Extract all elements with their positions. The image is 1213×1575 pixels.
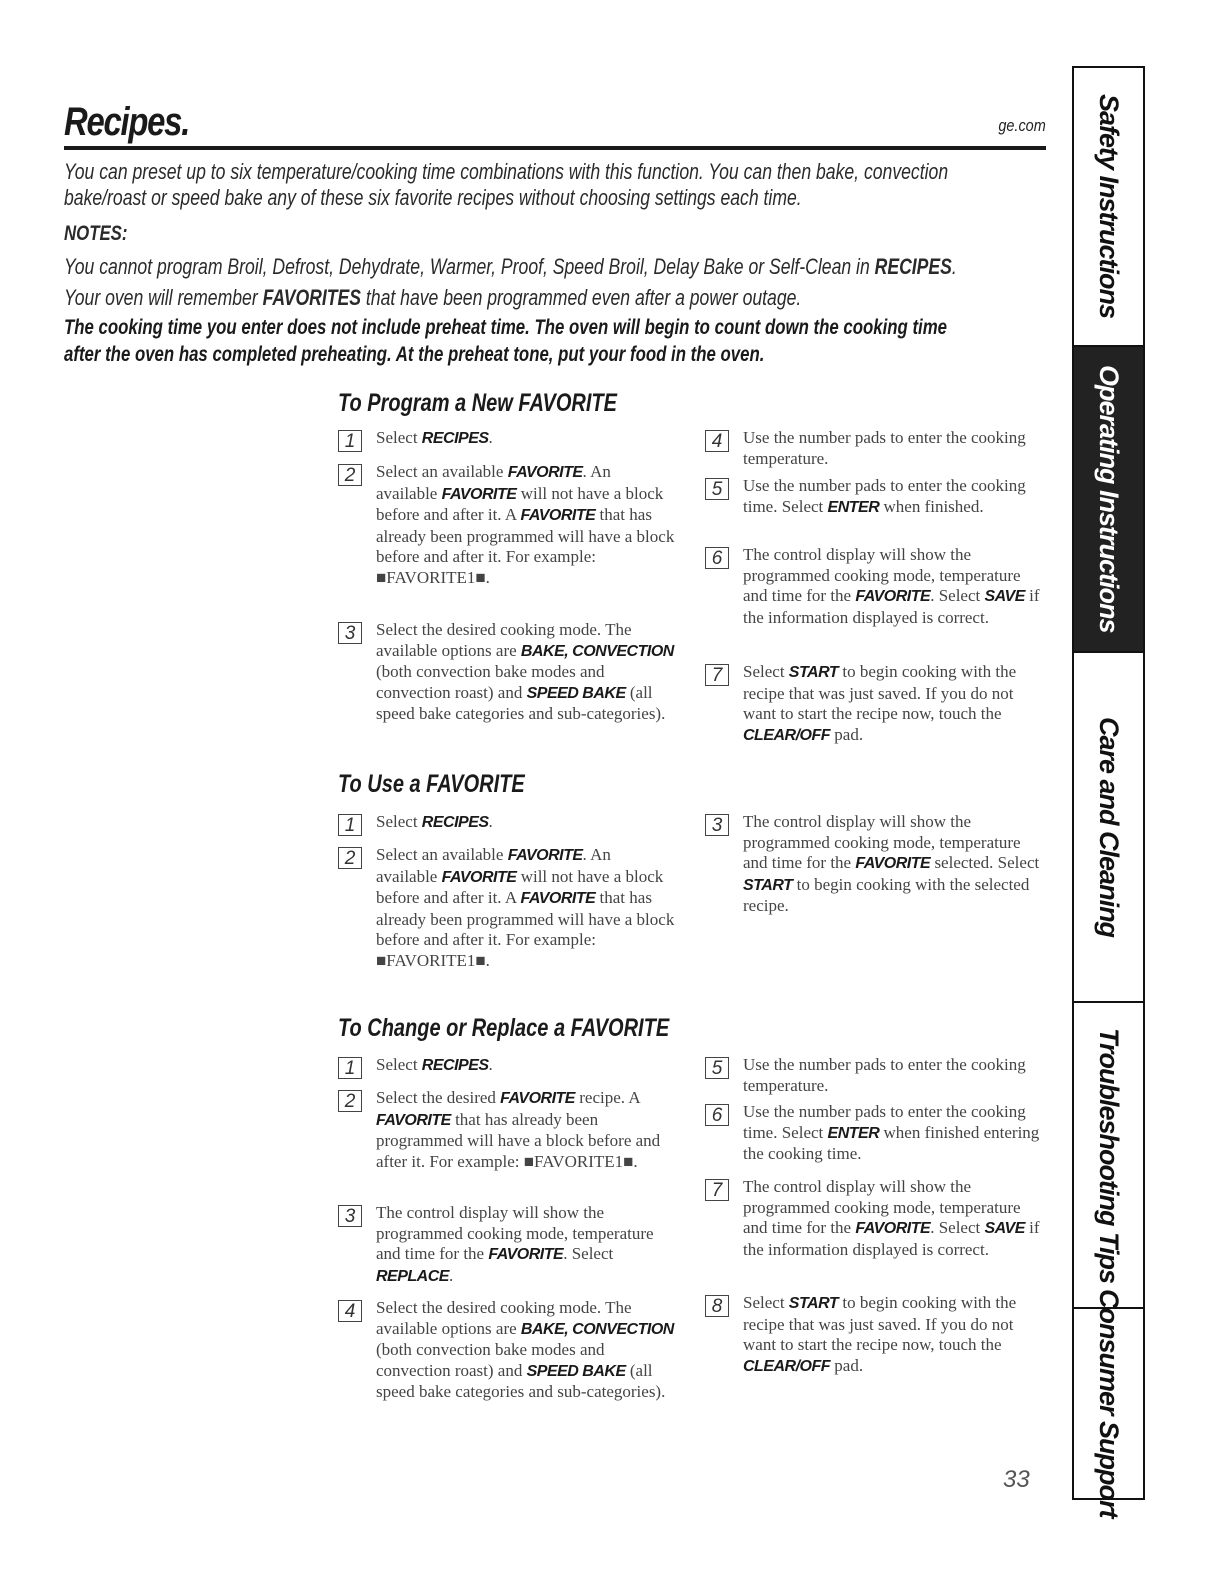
step-number: 3	[338, 1205, 362, 1227]
step-text: The control display will show the programmed cooking mode, temperature and time for the FAVORITE. Select REPLACE.	[376, 1203, 654, 1285]
change-step	[705, 1177, 1043, 1260]
step-number: 2	[338, 847, 362, 869]
title-rule	[64, 146, 1046, 150]
tab-label: Operating Instructions	[1094, 365, 1124, 633]
page-title: Recipes.	[64, 100, 190, 144]
change-step	[338, 1055, 676, 1079]
tab-label: Care and Cleaning	[1094, 716, 1124, 938]
step-text: Use the number pads to enter the cooking time. Select ENTER when finished.	[743, 476, 1026, 516]
program-step	[705, 545, 1043, 628]
step-number: 8	[705, 1295, 729, 1317]
step-text: Select the desired cooking mode. The available options are BAKE, CONVECTION (both convection bake modes and convection roast) and SPEED BAKE (all speed bake categories and sub-categories).	[376, 1298, 674, 1401]
tab-label: Troubleshooting Tips	[1094, 1027, 1124, 1283]
step-number: 6	[705, 1104, 729, 1126]
section-title-change: To Change or Replace a FAVORITE	[338, 1014, 670, 1042]
program-step	[338, 462, 676, 588]
tab-troubleshooting-tips[interactable]	[1074, 1003, 1143, 1309]
step-text: Use the number pads to enter the cooking temperature.	[743, 428, 1026, 468]
step-text: Select START to begin cooking with the recipe that was just saved. If you do not want to start the recipe now, touch the CLEAR/OFF pad.	[743, 662, 1017, 744]
change-step	[338, 1088, 676, 1172]
use-step	[338, 812, 676, 836]
step-text: Select the desired FAVORITE recipe. A FAVORITE that has already been programmed will have a block before and after it. For example: ■FAVORITE1■.	[376, 1088, 661, 1171]
step-text: Select START to begin cooking with the recipe that was just saved. If you do not want to start the recipe now, touch the CLEAR/OFF pad.	[743, 1293, 1017, 1375]
step-number: 1	[338, 1057, 362, 1079]
step-number: 1	[338, 430, 362, 452]
step-text: Use the number pads to enter the cooking temperature.	[743, 1055, 1026, 1095]
step-text: The control display will show the programmed cooking mode, temperature and time for the FAVORITE selected. Select START to begin cooking with the selected recipe.	[743, 812, 1040, 915]
step-number: 1	[338, 814, 362, 836]
program-step	[705, 428, 1043, 469]
step-number: 7	[705, 664, 729, 686]
tab-care-and-cleaning[interactable]	[1074, 653, 1143, 1003]
step-text: The control display will show the programmed cooking mode, temperature and time for the FAVORITE. Select SAVE if the information displayed is correct.	[743, 1177, 1040, 1259]
step-number: 2	[338, 1090, 362, 1112]
tab-safety-instructions[interactable]	[1074, 68, 1143, 347]
note-1: You cannot program Broil, Defrost, Dehydrate, Warmer, Proof, Speed Broil, Delay Bake or Self-Clean in RECIPES.	[64, 254, 957, 279]
tab-consumer-support[interactable]	[1074, 1289, 1143, 1518]
step-number: 3	[338, 622, 362, 644]
program-step	[705, 476, 1043, 518]
note-2: Your oven will remember FAVORITES that have been programmed even after a power outage.	[64, 285, 802, 310]
step-text: Select an available FAVORITE. An available FAVORITE will not have a block before and after it. A FAVORITE that has already been programmed will have a block before and after it. For example: ■FAVORITE1■.	[376, 845, 675, 970]
site-url: ge.com	[998, 116, 1046, 135]
step-text: The control display will show the programmed cooking mode, temperature and time for the FAVORITE. Select SAVE if the information displayed is correct.	[743, 545, 1040, 627]
step-number: 2	[338, 464, 362, 486]
section-title-use: To Use a FAVORITE	[338, 770, 525, 798]
step-text: Select RECIPES.	[376, 1055, 493, 1074]
page-number: 33	[1003, 1466, 1030, 1493]
step-number: 4	[705, 430, 729, 452]
step-number: 6	[705, 547, 729, 569]
side-tabs	[1072, 66, 1145, 1518]
program-step	[338, 620, 676, 725]
step-text: Select the desired cooking mode. The available options are BAKE, CONVECTION (both convection bake modes and convection roast) and SPEED BAKE (all speed bake categories and sub-categories).	[376, 620, 674, 723]
step-number: 5	[705, 1057, 729, 1079]
step-number: 5	[705, 478, 729, 500]
section-title-program: To Program a New FAVORITE	[338, 389, 617, 417]
change-step	[705, 1055, 1043, 1096]
change-step	[338, 1298, 676, 1403]
step-text: Use the number pads to enter the cooking time. Select ENTER when finished entering the cooking time.	[743, 1102, 1040, 1163]
program-step	[338, 428, 676, 452]
intro-line-2: bake/roast or speed bake any of these six favorite recipes without choosing settings each time.	[64, 185, 802, 210]
tab-operating-instructions[interactable]	[1074, 347, 1143, 653]
step-number: 4	[338, 1300, 362, 1322]
step-text: Select RECIPES.	[376, 812, 493, 831]
preheat-warning: The cooking time you enter does not include preheat time. The oven will begin to count down the cooking time after the oven has completed preheating. At the preheat tone, put your food in the oven.	[64, 316, 948, 366]
use-step	[705, 812, 1043, 917]
change-step	[705, 1102, 1043, 1165]
notes-heading: NOTES:	[64, 222, 128, 245]
tab-label: Safety Instructions	[1094, 94, 1124, 319]
use-step	[338, 845, 676, 971]
program-step	[705, 662, 1043, 746]
intro-line-1: You can preset up to six temperature/cooking time combinations with this function. You can then bake, convection	[64, 159, 949, 184]
step-text: Select an available FAVORITE. An available FAVORITE will not have a block before and after it. A FAVORITE that has already been programmed will have a block before and after it. For example: ■FAVORITE1■.	[376, 462, 675, 587]
step-number: 7	[705, 1179, 729, 1201]
change-step	[705, 1293, 1043, 1377]
tab-label: Consumer Support	[1094, 1289, 1124, 1518]
step-text: Select RECIPES.	[376, 428, 493, 447]
step-number: 3	[705, 814, 729, 836]
change-step	[338, 1203, 676, 1287]
